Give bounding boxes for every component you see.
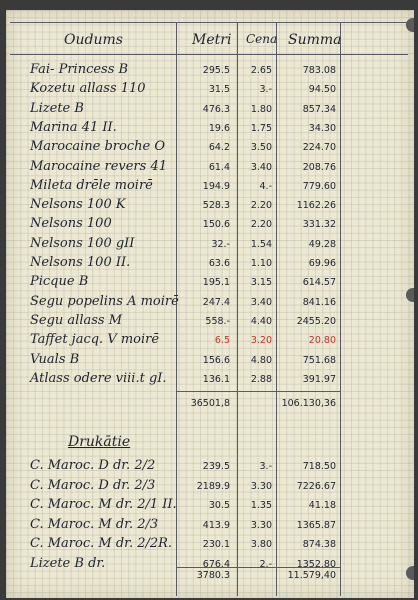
cell-summa: 857.34: [302, 103, 336, 115]
header-summa: Summa: [288, 32, 342, 48]
cell-name: Kozetu allass 110: [30, 81, 146, 97]
header-cena: Cena: [246, 32, 278, 46]
cell-metri: 6.5: [214, 335, 230, 347]
cell-name: Nelsons 100 gII: [30, 235, 135, 251]
cell-name: Segu allass M: [30, 312, 123, 328]
header-rule: [10, 54, 408, 55]
header-name: Oudums: [64, 32, 123, 48]
cell-name: C. Maroc. M dr. 2/2R.: [30, 536, 173, 551]
cell-cena: 3.-: [259, 84, 272, 96]
cell-cena: 3.30: [250, 480, 272, 492]
cell-cena: 3.30: [250, 519, 272, 531]
cell-summa: 1162.26: [296, 200, 336, 212]
total-metri: 36501,8: [190, 398, 230, 409]
cell-metri: 150.6: [202, 219, 230, 231]
cell-summa: 874.38: [302, 539, 336, 550]
section-title: Drukātie: [68, 434, 131, 450]
cell-metri: 31.5: [208, 84, 230, 96]
cell-summa: 391.97: [302, 373, 336, 385]
cell-metri: 528.3: [202, 200, 230, 212]
cell-summa: 41.18: [308, 500, 336, 511]
cell-summa: 841.16: [302, 296, 336, 308]
cell-cena: 1.35: [250, 500, 272, 511]
cell-cena: 1.10: [250, 258, 272, 269]
cell-metri: 247.4: [202, 296, 230, 308]
cell-summa: 1352.80: [296, 558, 336, 570]
cell-metri: 30.5: [208, 500, 230, 511]
cell-name: Lizete B: [30, 100, 84, 116]
cell-metri: 194.9: [202, 180, 230, 192]
cell-summa: 34.30: [308, 122, 336, 134]
cell-metri: 413.9: [202, 519, 230, 531]
cell-metri: 676.4: [202, 558, 230, 570]
binder-hole: [406, 566, 414, 580]
ledger-page: [6, 10, 414, 598]
cell-name: Segu popelins A moirē: [30, 293, 179, 309]
total2-metri: 3780.3: [196, 570, 230, 581]
cell-cena: 4.80: [250, 354, 272, 366]
cell-metri: 156.6: [202, 354, 230, 366]
binder-hole: [406, 18, 414, 32]
cell-metri: 476.3: [202, 103, 230, 115]
cell-cena: 1.80: [250, 103, 272, 115]
cell-name: C. Maroc. D dr. 2/2: [30, 458, 156, 473]
cell-cena: 2.65: [250, 65, 272, 76]
cell-summa: 69.96: [308, 258, 336, 269]
cell-metri: 136.1: [202, 373, 230, 385]
cell-name: Marocaine revers 41: [30, 158, 167, 174]
cell-summa: 2455.20: [296, 315, 336, 327]
cell-metri: 64.2: [208, 142, 230, 154]
cell-name: Fai- Princess B: [30, 62, 129, 77]
total2-summa: 11.579,40: [287, 570, 336, 581]
cell-name: Nelsons 100 K: [30, 197, 126, 213]
cell-summa: 779.60: [302, 180, 336, 192]
cell-metri: 230.1: [202, 539, 230, 550]
binder-hole: [406, 288, 414, 302]
cell-cena: 1.54: [250, 238, 272, 250]
cell-name: C. Maroc. M dr. 2/3: [30, 516, 159, 532]
cell-summa: 20.80: [308, 335, 336, 347]
cell-metri: 239.5: [202, 461, 230, 472]
cell-name: Marina 41 II.: [30, 119, 117, 135]
cell-cena: 3.80: [250, 539, 272, 550]
cell-metri: 63.6: [208, 258, 230, 269]
cell-metri: 295.5: [202, 65, 230, 76]
top-rule: [10, 22, 408, 23]
cell-cena: 4.40: [250, 315, 272, 327]
cell-cena: 3.15: [250, 277, 272, 289]
cell-summa: 224.70: [302, 142, 336, 154]
cell-name: Taffet jacq. V moirē: [30, 332, 160, 348]
cell-name: Atlass odere viii.t gI.: [30, 370, 167, 386]
cell-name: C. Maroc. D dr. 2/3: [30, 477, 156, 493]
cell-summa: 7226.67: [296, 480, 336, 492]
cell-metri: 558.-: [205, 315, 230, 327]
cell-cena: 3.50: [250, 142, 272, 154]
cell-cena: 3.-: [259, 461, 272, 472]
cell-cena: 1.75: [250, 122, 272, 134]
cell-summa: 49.28: [308, 238, 336, 250]
cell-name: Vuals B: [30, 351, 80, 367]
cell-name: Picque B: [30, 274, 89, 290]
cell-name: C. Maroc. M dr. 2/1 II.: [30, 497, 177, 512]
cell-cena: 4.-: [259, 180, 272, 192]
cell-summa: 614.57: [302, 277, 336, 289]
cell-cena: 2.20: [250, 200, 272, 212]
cell-name: Nelsons 100 II.: [30, 255, 131, 270]
cell-cena: 2.88: [250, 373, 272, 385]
cell-metri: 32.-: [211, 238, 230, 250]
cell-summa: 208.76: [302, 161, 336, 173]
column-rule: [340, 22, 341, 596]
header-metri: Metri: [192, 32, 232, 48]
cell-metri: 61.4: [208, 161, 230, 173]
cell-summa: 331.32: [302, 219, 336, 231]
cell-name: Lizete B dr.: [30, 555, 106, 571]
cell-cena: 3.20: [250, 335, 272, 347]
cell-summa: 783.08: [302, 65, 336, 76]
cell-cena: 3.40: [250, 296, 272, 308]
cell-summa: 94.50: [308, 84, 336, 96]
cell-cena: 2.-: [259, 558, 272, 570]
total-summa: 106.130,36: [281, 398, 336, 409]
cell-name: Marocaine broche O: [30, 139, 165, 155]
cell-summa: 751.68: [302, 354, 336, 366]
total-rule: [176, 391, 340, 392]
cell-cena: 3.40: [250, 161, 272, 173]
cell-summa: 718.50: [302, 461, 336, 472]
cell-cena: 2.20: [250, 219, 272, 231]
cell-name: Nelsons 100: [30, 216, 112, 232]
cell-metri: 19.6: [208, 122, 230, 134]
cell-metri: 195.1: [202, 277, 230, 289]
cell-metri: 2189.9: [196, 480, 230, 492]
cell-name: Mileta drēle moirē: [30, 177, 153, 193]
cell-summa: 1365.87: [296, 519, 336, 531]
